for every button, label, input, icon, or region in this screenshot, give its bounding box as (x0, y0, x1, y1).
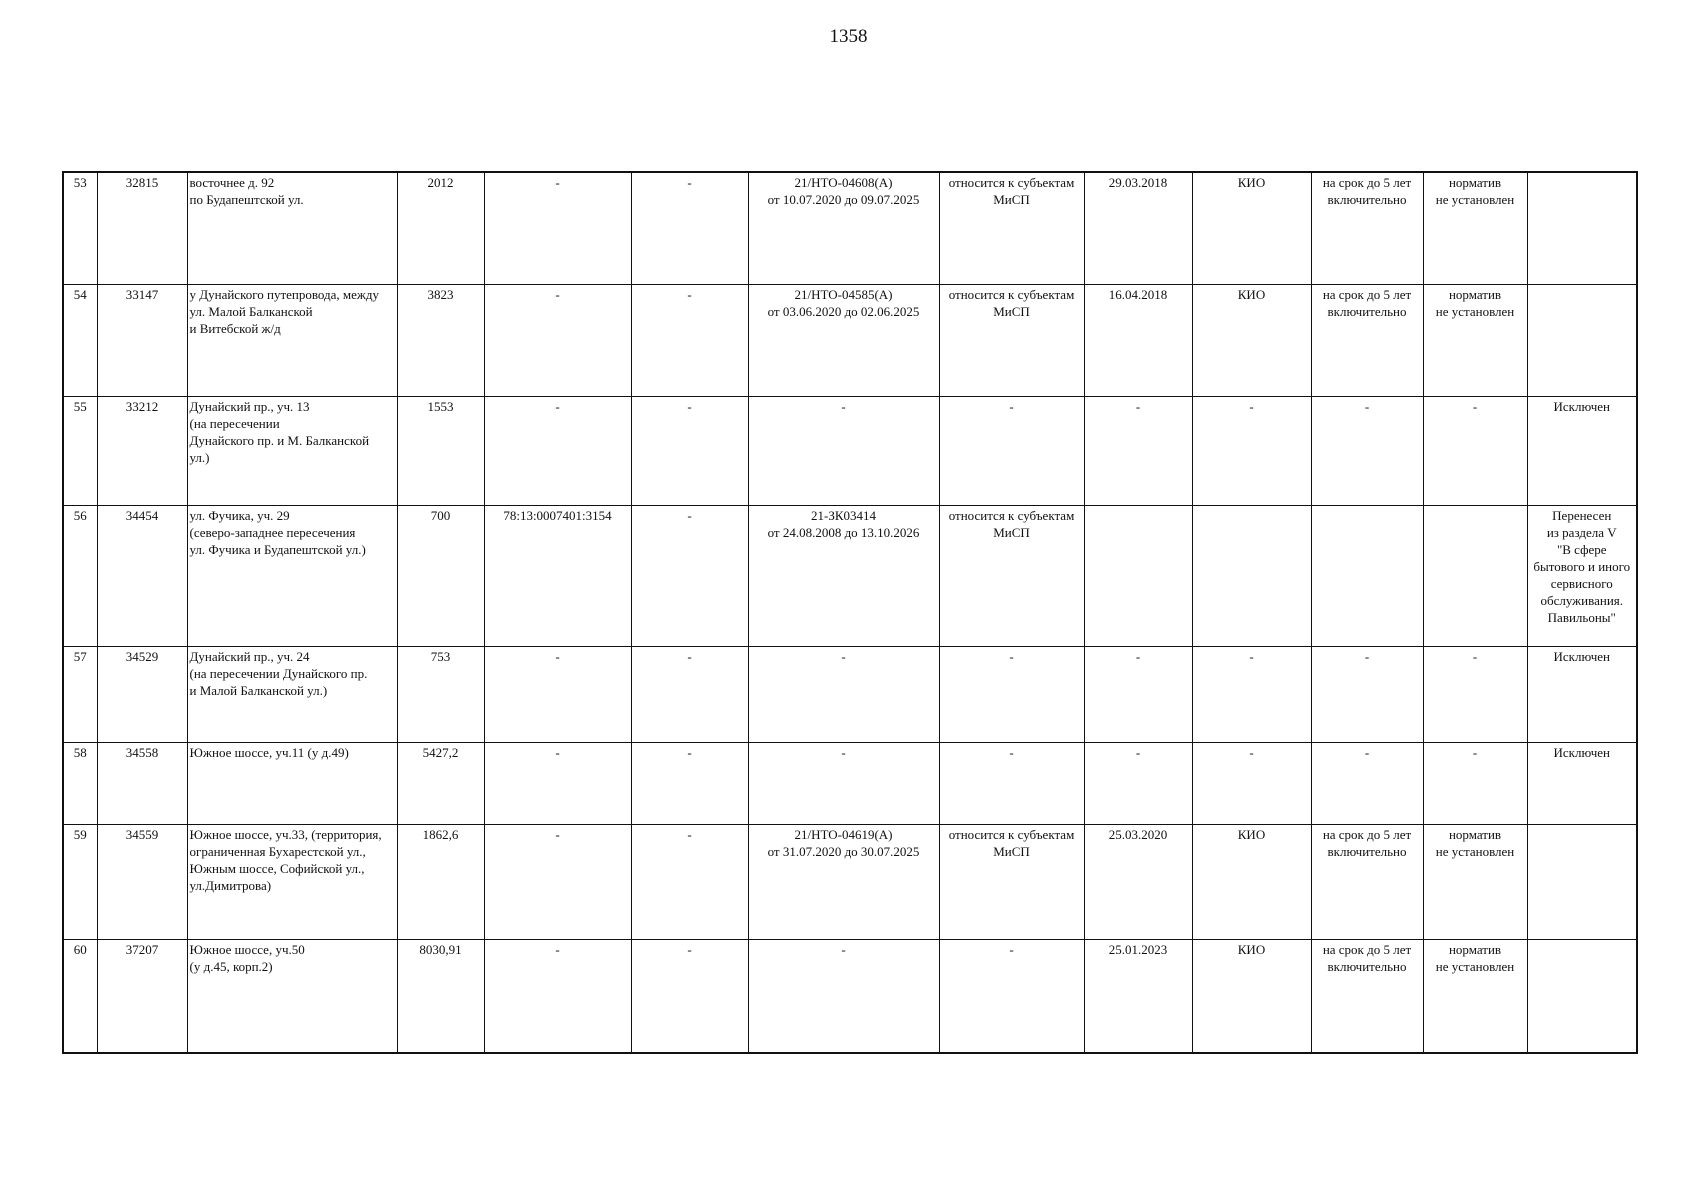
date-cell: 25.03.2020 (1084, 824, 1192, 939)
cadastral-number-cell: - (484, 742, 631, 824)
cadastral-number-cell: - (484, 824, 631, 939)
column-6-cell: - (631, 284, 748, 396)
column-6-cell: - (631, 742, 748, 824)
norm-cell: - (1423, 646, 1527, 742)
term-cell (1311, 505, 1423, 646)
area-cell: 5427,2 (397, 742, 484, 824)
table-row (63, 505, 1637, 646)
contract-cell: 21/НТО-04585(А) от 03.06.2020 до 02.06.2025 (748, 284, 939, 396)
norm-cell: норматив не установлен (1423, 172, 1527, 284)
authority-cell (1192, 505, 1311, 646)
address-cell: Дунайский пр., уч. 24 (на пересечении Дунайского пр. и Малой Балканской ул.) (187, 646, 397, 742)
cadastral-number-cell: - (484, 939, 631, 1053)
note-cell: Перенесен из раздела V "В сфере бытового и иного сервисного обслуживания. Павильоны" (1527, 505, 1637, 646)
date-cell: 16.04.2018 (1084, 284, 1192, 396)
date-cell: 29.03.2018 (1084, 172, 1192, 284)
term-cell: - (1311, 742, 1423, 824)
address-cell: Южное шоссе, уч.11 (у д.49) (187, 742, 397, 824)
norm-cell: - (1423, 396, 1527, 505)
address-cell: Южное шоссе, уч.50 (у д.45, корп.2) (187, 939, 397, 1053)
authority-cell: - (1192, 396, 1311, 505)
date-cell (1084, 505, 1192, 646)
term-cell: - (1311, 646, 1423, 742)
object-code-cell: 33212 (97, 396, 187, 505)
object-code-cell: 34454 (97, 505, 187, 646)
norm-cell (1423, 505, 1527, 646)
term-cell: на срок до 5 лет включительно (1311, 284, 1423, 396)
authority-cell: КИО (1192, 824, 1311, 939)
note-cell (1527, 172, 1637, 284)
registry-table (62, 171, 1638, 1054)
object-code-cell: 34558 (97, 742, 187, 824)
note-cell: Исключен (1527, 646, 1637, 742)
contract-cell: - (748, 646, 939, 742)
row-number-cell: 56 (63, 505, 97, 646)
smsp-cell: - (939, 396, 1084, 505)
table-row (63, 742, 1637, 824)
table-row (63, 646, 1637, 742)
authority-cell: - (1192, 742, 1311, 824)
area-cell: 1862,6 (397, 824, 484, 939)
note-cell (1527, 939, 1637, 1053)
note-cell (1527, 284, 1637, 396)
smsp-cell: относится к субъектам МиСП (939, 505, 1084, 646)
term-cell: на срок до 5 лет включительно (1311, 172, 1423, 284)
note-cell: Исключен (1527, 742, 1637, 824)
table-row (63, 396, 1637, 505)
row-number-cell: 53 (63, 172, 97, 284)
column-6-cell: - (631, 172, 748, 284)
contract-cell: - (748, 939, 939, 1053)
contract-cell: - (748, 742, 939, 824)
term-cell: - (1311, 396, 1423, 505)
authority-cell: КИО (1192, 172, 1311, 284)
cadastral-number-cell: - (484, 396, 631, 505)
area-cell: 700 (397, 505, 484, 646)
norm-cell: норматив не установлен (1423, 939, 1527, 1053)
cadastral-number-cell: 78:13:0007401:3154 (484, 505, 631, 646)
row-number-cell: 60 (63, 939, 97, 1053)
address-cell: восточнее д. 92 по Будапештской ул. (187, 172, 397, 284)
row-number-cell: 59 (63, 824, 97, 939)
object-code-cell: 32815 (97, 172, 187, 284)
note-cell (1527, 824, 1637, 939)
column-6-cell: - (631, 505, 748, 646)
column-6-cell: - (631, 824, 748, 939)
contract-cell: 21/НТО-04619(А) от 31.07.2020 до 30.07.2025 (748, 824, 939, 939)
smsp-cell: относится к субъектам МиСП (939, 172, 1084, 284)
authority-cell: - (1192, 646, 1311, 742)
row-number-cell: 58 (63, 742, 97, 824)
address-cell: ул. Фучика, уч. 29 (северо-западнее пересечения ул. Фучика и Будапештской ул.) (187, 505, 397, 646)
date-cell: 25.01.2023 (1084, 939, 1192, 1053)
term-cell: на срок до 5 лет включительно (1311, 939, 1423, 1053)
smsp-cell: - (939, 742, 1084, 824)
norm-cell: норматив не установлен (1423, 824, 1527, 939)
table-row (63, 172, 1637, 284)
smsp-cell: - (939, 939, 1084, 1053)
table-row (63, 284, 1637, 396)
object-code-cell: 34529 (97, 646, 187, 742)
object-code-cell: 33147 (97, 284, 187, 396)
authority-cell: КИО (1192, 939, 1311, 1053)
area-cell: 2012 (397, 172, 484, 284)
address-cell: Южное шоссе, уч.33, (территория, ограниченная Бухарестской ул., Южным шоссе, Софийской ул., ул.Димитрова) (187, 824, 397, 939)
date-cell: - (1084, 396, 1192, 505)
contract-cell: 21/НТО-04608(А) от 10.07.2020 до 09.07.2025 (748, 172, 939, 284)
address-cell: у Дунайского путепровода, между ул. Малой Балканской и Витебской ж/д (187, 284, 397, 396)
column-6-cell: - (631, 646, 748, 742)
date-cell: - (1084, 646, 1192, 742)
column-6-cell: - (631, 939, 748, 1053)
norm-cell: - (1423, 742, 1527, 824)
date-cell: - (1084, 742, 1192, 824)
row-number-cell: 57 (63, 646, 97, 742)
cadastral-number-cell: - (484, 172, 631, 284)
area-cell: 3823 (397, 284, 484, 396)
area-cell: 8030,91 (397, 939, 484, 1053)
address-cell: Дунайский пр., уч. 13 (на пересечении Дунайского пр. и М. Балканской ул.) (187, 396, 397, 505)
cadastral-number-cell: - (484, 646, 631, 742)
table-row (63, 939, 1637, 1053)
column-6-cell: - (631, 396, 748, 505)
smsp-cell: относится к субъектам МиСП (939, 284, 1084, 396)
smsp-cell: - (939, 646, 1084, 742)
term-cell: на срок до 5 лет включительно (1311, 824, 1423, 939)
row-number-cell: 54 (63, 284, 97, 396)
contract-cell: - (748, 396, 939, 505)
authority-cell: КИО (1192, 284, 1311, 396)
contract-cell: 21-ЗК03414 от 24.08.2008 до 13.10.2026 (748, 505, 939, 646)
cadastral-number-cell: - (484, 284, 631, 396)
area-cell: 753 (397, 646, 484, 742)
object-code-cell: 37207 (97, 939, 187, 1053)
table-row (63, 824, 1637, 939)
object-code-cell: 34559 (97, 824, 187, 939)
note-cell: Исключен (1527, 396, 1637, 505)
row-number-cell: 55 (63, 396, 97, 505)
norm-cell: норматив не установлен (1423, 284, 1527, 396)
area-cell: 1553 (397, 396, 484, 505)
page-number: 1358 (829, 26, 868, 47)
smsp-cell: относится к субъектам МиСП (939, 824, 1084, 939)
